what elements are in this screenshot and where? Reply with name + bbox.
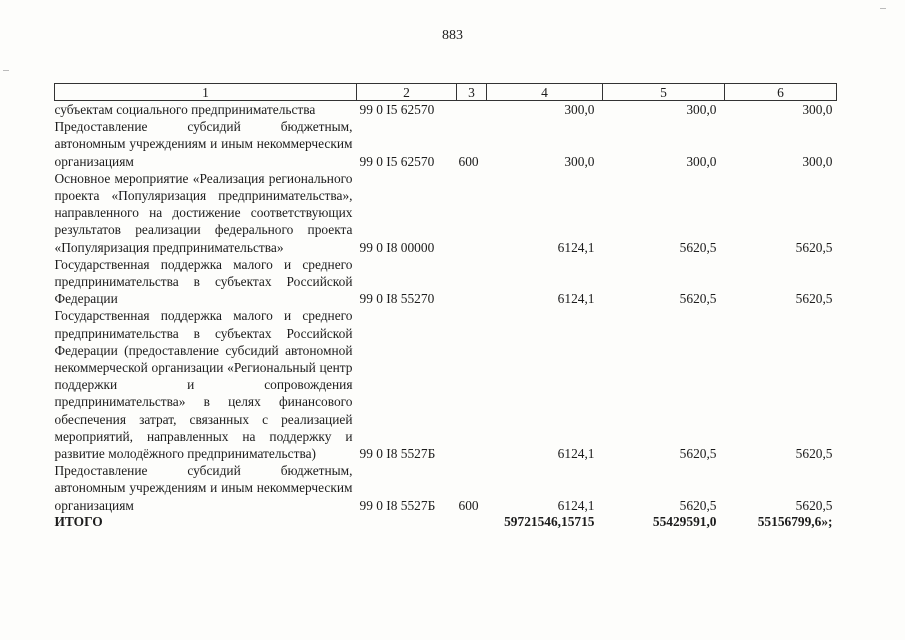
row-expense-type	[457, 307, 487, 462]
row-value-6: 300,0	[802, 102, 833, 117]
page-number: 883	[442, 28, 463, 43]
row-expense-type: 600	[458, 153, 479, 169]
total-label: ИТОГО	[54, 513, 103, 529]
header-col-3: 3	[457, 84, 487, 101]
total-row	[55, 514, 837, 529]
row-value-4: 300,0	[564, 153, 595, 169]
row-code: 99 0 I8 55270	[359, 291, 435, 307]
row-value-4: 6124,1	[557, 497, 595, 513]
table-row	[55, 118, 837, 170]
row-code: 99 0 I5 62570	[359, 102, 435, 117]
header-col-2: 2	[357, 84, 457, 101]
budget-table	[54, 83, 837, 529]
row-expense-type	[457, 101, 487, 119]
row-name: Государственная поддержка малого и среднего предпринимательства в субъектах Российской Федерации	[54, 256, 353, 307]
row-value-5: 5620,5	[679, 291, 717, 307]
row-code: 99 0 I8 5527Б	[359, 446, 436, 462]
scan-mark	[880, 8, 886, 9]
row-name: Предоставление субсидий бюджетным, автономным учреждениям и иным некоммерческим организациям	[54, 119, 353, 169]
row-code: 99 0 I8 00000	[359, 239, 435, 255]
header-row	[55, 84, 837, 101]
row-name: субъектам социального предпринимательства	[54, 102, 316, 117]
row-value-4: 300,0	[564, 102, 595, 117]
row-name: Государственная поддержка малого и среднего предпринимательства в субъектах Российской Федерации (предоставление субсидий автономной некоммерческой организации «Региональный центр поддержки и сопровождения предпринимательства» в целях финансового обеспечения затрат, связанных с реализацией мероприятий, направленных на поддержку и развитие молодёжного предпринимательства)	[54, 308, 353, 462]
header-col-5: 5	[603, 84, 725, 101]
row-expense-type: 600	[458, 497, 479, 513]
header-col-4: 4	[487, 84, 603, 101]
row-value-6: 300,0	[802, 153, 833, 169]
header-col-6: 6	[725, 84, 837, 101]
scan-mark	[3, 70, 9, 71]
row-value-5: 5620,5	[679, 497, 717, 513]
table-row	[55, 462, 837, 514]
table-row	[55, 256, 837, 308]
row-value-6: 5620,5	[795, 291, 833, 307]
row-value-4: 6124,1	[557, 239, 595, 255]
row-value-6: 5620,5	[795, 239, 833, 255]
row-value-5: 300,0	[686, 102, 717, 117]
row-name: Предоставление субсидий бюджетным, автономным учреждениям и иным некоммерческим организациям	[54, 463, 353, 513]
row-code: 99 0 I8 5527Б	[359, 497, 436, 513]
row-name: Основное мероприятие «Реализация регионального проекта «Популяризация предпринимательства», направленного на достижение соответствующих результатов реализации федерального проекта «Популяризация предпринимательства»	[54, 170, 353, 255]
total-value-6: 55156799,6»;	[757, 513, 833, 529]
header-col-1: 1	[55, 84, 357, 101]
table-row	[55, 307, 837, 462]
total-value-4: 59721546,15715	[504, 513, 595, 529]
total-value-5: 55429591,0	[652, 513, 717, 529]
row-value-5: 5620,5	[679, 239, 717, 255]
row-expense-type	[457, 170, 487, 256]
row-expense-type	[457, 256, 487, 308]
table-row	[55, 170, 837, 256]
row-value-4: 6124,1	[557, 446, 595, 462]
row-code: 99 0 I5 62570	[359, 153, 435, 169]
row-value-6: 5620,5	[795, 497, 833, 513]
row-value-6: 5620,5	[795, 446, 833, 462]
row-value-5: 300,0	[686, 153, 717, 169]
row-value-4: 6124,1	[557, 291, 595, 307]
table-row	[55, 101, 837, 119]
row-value-5: 5620,5	[679, 446, 717, 462]
